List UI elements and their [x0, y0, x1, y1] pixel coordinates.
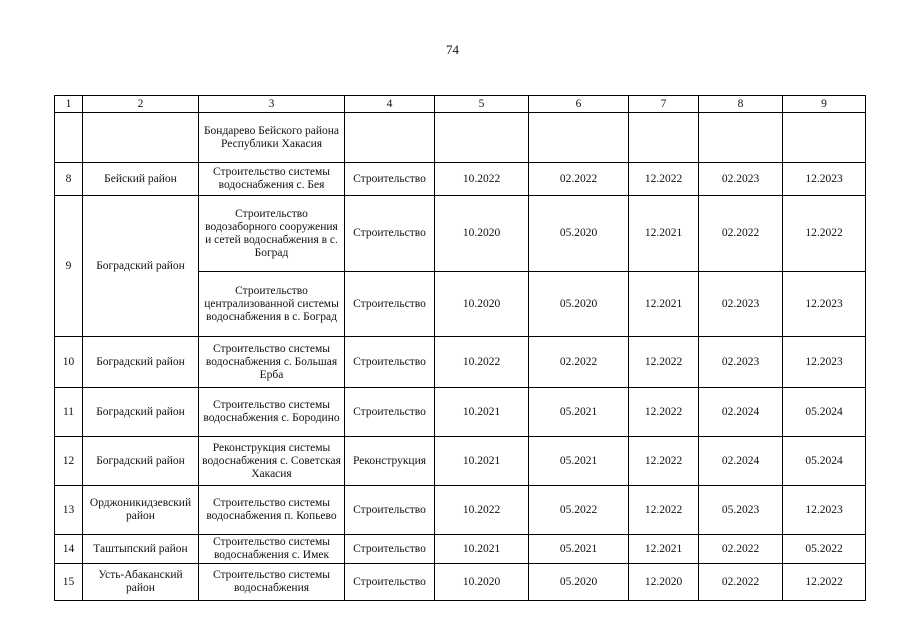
date-cell: 12.2023: [783, 272, 866, 337]
district-cell: Усть-Абаканский район: [83, 564, 199, 601]
column-header: 8: [699, 96, 783, 113]
row-number-cell: 9: [55, 196, 83, 337]
date-cell: 02.2023: [699, 163, 783, 196]
date-cell: 02.2023: [699, 337, 783, 388]
date-cell: 10.2021: [435, 437, 529, 486]
date-cell: [783, 113, 866, 163]
object-name-cell: Строительство системы водоснабжения п. Копьево: [199, 486, 345, 535]
table-row: [55, 437, 866, 486]
table-body: [55, 96, 866, 601]
date-cell: 10.2021: [435, 388, 529, 437]
date-cell: 02.2024: [699, 388, 783, 437]
district-cell: Боградский район: [83, 337, 199, 388]
date-cell: 12.2021: [629, 535, 699, 564]
row-number-cell: 14: [55, 535, 83, 564]
page-number: 74: [446, 42, 459, 57]
work-type-cell: Строительство: [345, 486, 435, 535]
column-header: 2: [83, 96, 199, 113]
date-cell: 02.2023: [699, 272, 783, 337]
date-cell: 05.2023: [699, 486, 783, 535]
object-name-cell: Строительство водозаборного сооружения и сетей водоснабжения в с. Боград: [199, 196, 345, 272]
column-header-row: [55, 96, 866, 113]
table-row: [55, 113, 866, 163]
date-cell: [629, 113, 699, 163]
date-cell: 02.2024: [699, 437, 783, 486]
object-name-cell: Бондарево Бейского района Республики Хакасия: [199, 113, 345, 163]
date-cell: 10.2022: [435, 486, 529, 535]
district-cell: Боградский район: [83, 388, 199, 437]
object-name-cell: Строительство централизованной системы водоснабжения в с. Боград: [199, 272, 345, 337]
date-cell: 12.2020: [629, 564, 699, 601]
work-type-cell: Строительство: [345, 337, 435, 388]
date-cell: 05.2020: [529, 272, 629, 337]
date-cell: 10.2020: [435, 196, 529, 272]
object-name-cell: Реконструкция системы водоснабжения с. Советская Хакасия: [199, 437, 345, 486]
date-cell: 05.2022: [783, 535, 866, 564]
date-cell: 12.2022: [629, 337, 699, 388]
date-cell: 10.2020: [435, 564, 529, 601]
table-row: [55, 388, 866, 437]
district-cell: [83, 113, 199, 163]
district-cell: Таштыпский район: [83, 535, 199, 564]
table-row: [55, 535, 866, 564]
date-cell: 05.2022: [529, 486, 629, 535]
date-cell: 05.2021: [529, 388, 629, 437]
row-number-cell: 8: [55, 163, 83, 196]
work-type-cell: Строительство: [345, 272, 435, 337]
date-cell: 05.2021: [529, 535, 629, 564]
date-cell: 05.2020: [529, 196, 629, 272]
date-cell: 02.2022: [529, 163, 629, 196]
work-type-cell: [345, 113, 435, 163]
date-cell: [435, 113, 529, 163]
date-cell: 12.2022: [629, 437, 699, 486]
row-number-cell: 15: [55, 564, 83, 601]
table-row: [55, 337, 866, 388]
column-header: 7: [629, 96, 699, 113]
work-type-cell: Реконструкция: [345, 437, 435, 486]
date-cell: 12.2023: [783, 486, 866, 535]
date-cell: 12.2023: [783, 337, 866, 388]
row-number-cell: 13: [55, 486, 83, 535]
table-row: [55, 486, 866, 535]
row-number-cell: [55, 113, 83, 163]
work-type-cell: Строительство: [345, 196, 435, 272]
object-name-cell: Строительство системы водоснабжения с. Большая Ерба: [199, 337, 345, 388]
date-cell: 05.2021: [529, 437, 629, 486]
object-name-cell: Строительство системы водоснабжения с. Бородино: [199, 388, 345, 437]
date-cell: 12.2022: [629, 163, 699, 196]
date-cell: 05.2020: [529, 564, 629, 601]
date-cell: [529, 113, 629, 163]
table-row: [55, 196, 866, 272]
district-cell: Орджоникидзевский район: [83, 486, 199, 535]
date-cell: 12.2021: [629, 272, 699, 337]
date-cell: 02.2022: [529, 337, 629, 388]
work-type-cell: Строительство: [345, 163, 435, 196]
work-type-cell: Строительство: [345, 388, 435, 437]
date-cell: 12.2022: [783, 196, 866, 272]
district-cell: Бейский район: [83, 163, 199, 196]
date-cell: 10.2022: [435, 337, 529, 388]
district-cell: Боградский район: [83, 437, 199, 486]
table-row: [55, 163, 866, 196]
row-number-cell: 11: [55, 388, 83, 437]
date-cell: 02.2022: [699, 535, 783, 564]
object-name-cell: Строительство системы водоснабжения с. Бея: [199, 163, 345, 196]
date-cell: 12.2022: [629, 388, 699, 437]
object-name-cell: Строительство системы водоснабжения с. Имек: [199, 535, 345, 564]
district-cell: Боградский район: [83, 196, 199, 337]
table-row: [55, 564, 866, 601]
date-cell: 05.2024: [783, 437, 866, 486]
date-cell: 12.2022: [783, 564, 866, 601]
column-header: 6: [529, 96, 629, 113]
date-cell: 05.2024: [783, 388, 866, 437]
date-cell: 10.2020: [435, 272, 529, 337]
work-type-cell: Строительство: [345, 535, 435, 564]
date-cell: [699, 113, 783, 163]
date-cell: 12.2023: [783, 163, 866, 196]
schedule-table: [54, 95, 866, 601]
date-cell: 10.2021: [435, 535, 529, 564]
date-cell: 02.2022: [699, 564, 783, 601]
date-cell: 02.2022: [699, 196, 783, 272]
date-cell: 12.2021: [629, 196, 699, 272]
object-name-cell: Строительство системы водоснабжения: [199, 564, 345, 601]
work-type-cell: Строительство: [345, 564, 435, 601]
column-header: 1: [55, 96, 83, 113]
row-number-cell: 10: [55, 337, 83, 388]
column-header: 5: [435, 96, 529, 113]
date-cell: 10.2022: [435, 163, 529, 196]
column-header: 3: [199, 96, 345, 113]
column-header: 4: [345, 96, 435, 113]
column-header: 9: [783, 96, 866, 113]
row-number-cell: 12: [55, 437, 83, 486]
date-cell: 12.2022: [629, 486, 699, 535]
